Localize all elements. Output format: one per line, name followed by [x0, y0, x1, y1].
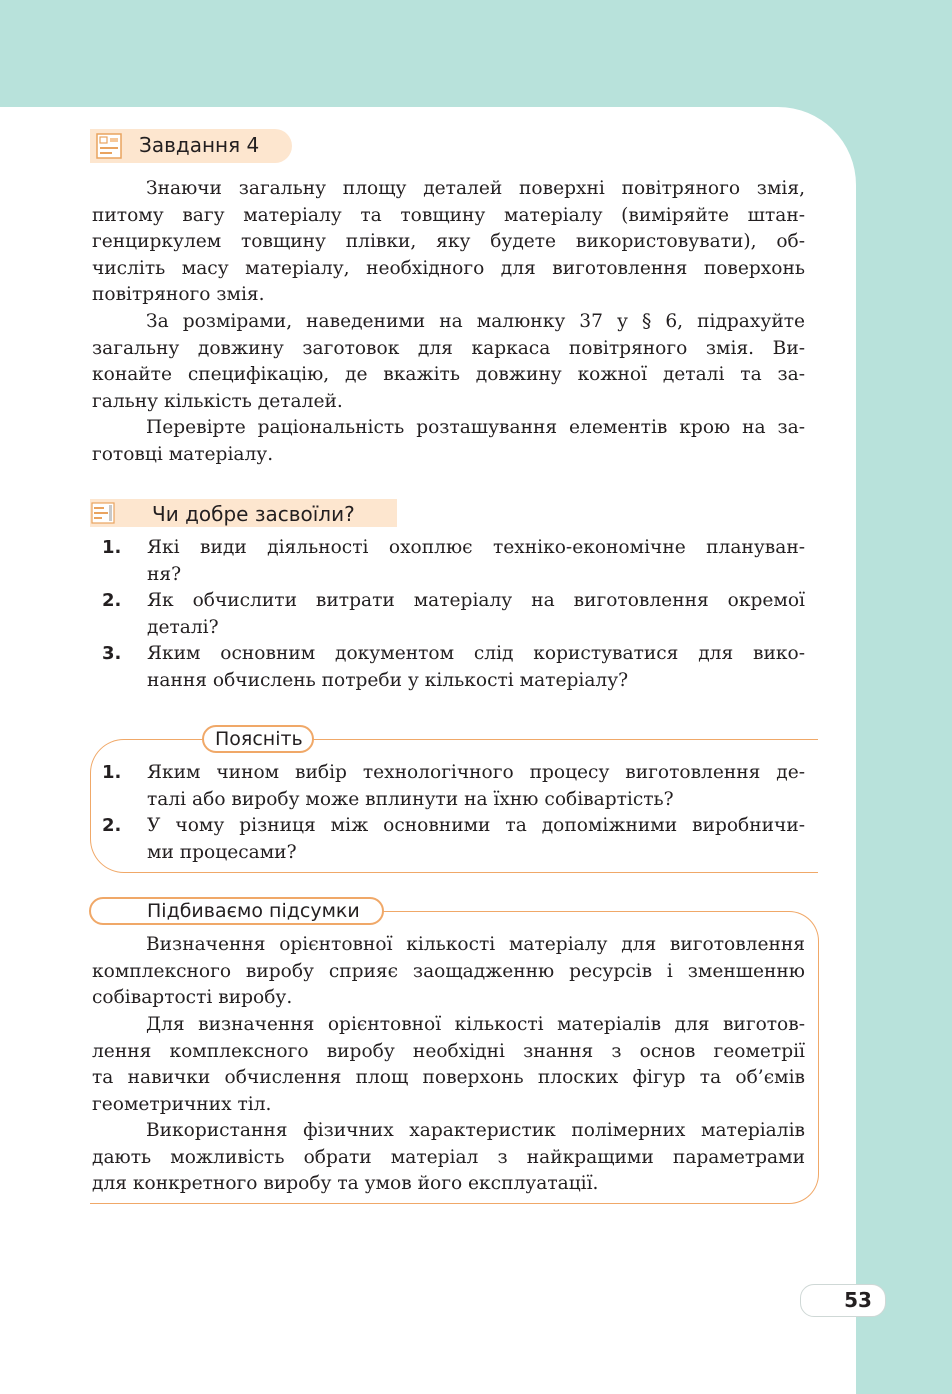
check-question-list [92, 535, 805, 694]
summary-paragraph-3: Використання фізичних характеристик полімерних матеріалів дають можливість обрати матеріал з найкращими параметрами для конкретного виробу та умов його експлуатації. [92, 1120, 805, 1194]
checklist-icon [91, 501, 117, 525]
list-item: 2. Як обчислити витрати матеріалу на виготовлення окремої деталі? [102, 590, 805, 638]
task-paragraph-2: За розмірами, наведеними на малюнку 37 у § 6, підрахуйте загальну довжину заготовок для каркаса повітряного змія. Ви- конайте специфікацію, де вкажіть довжину кожної деталі та за- гальну кількість деталей. [92, 311, 805, 412]
list-item: 1. Яким чином вибір технологічного процесу виготовлення де- талі або виробу може вплинути на їхню собівартість? [102, 762, 805, 810]
list-item: 3. Яким основним документом слід користуватися для вико- нання обчислень потреби у кількості матеріалу? [102, 643, 805, 691]
task-paragraph-3: Перевірте раціональність розташування елементів крою на за- готовці матеріалу. [92, 417, 805, 465]
summary-paragraph-1: Визначення орієнтовної кількості матеріалу для виготовлення комплексного виробу сприяє заощадженню ресурсів і зменшенню собівартості виробу. [92, 934, 805, 1008]
explain-title: Поясніть [215, 728, 303, 750]
check-title: Чи добре засвоїли? [152, 502, 355, 526]
task-icon [96, 133, 122, 159]
task-paragraph-1: Знаючи загальну площу деталей поверхні повітряного змія, питому вагу матеріалу та товщину матеріалу (виміряйте штан- генциркулем товщину плівки, яку будете використовувати), об- числіть масу матеріалу, необхідного для виготовлення поверхонь повітряного змія. [92, 178, 805, 305]
list-item: 2. У чому різниця між основними та допоміжними виробничи- ми процесами? [102, 815, 805, 863]
task-title: Завдання 4 [139, 133, 260, 157]
explain-question-list [92, 760, 805, 866]
summary-title: Підбиваємо підсумки [147, 900, 360, 922]
page-number: 53 [844, 1288, 872, 1312]
summary-paragraph-2: Для визначення орієнтовної кількості матеріалів для виготов- лення комплексного виробу необхідні знання з основ геометрії та навички обчислення площ поверхонь плоских фігур та об’ємів геометричних тіл. [92, 1014, 805, 1115]
list-item: 1. Які види діяльності охоплює техніко-економічне плануван- ня? [102, 537, 805, 585]
